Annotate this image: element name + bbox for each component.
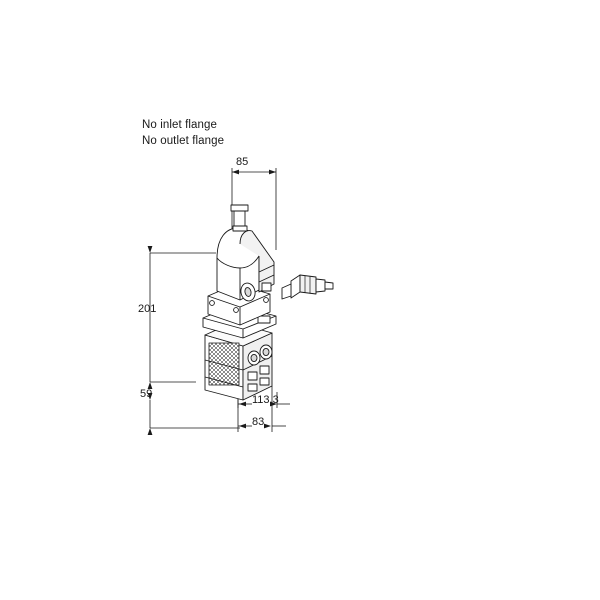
dimension-label-width-top: 85 [236,156,249,168]
dimension-label-width-base: 83 [252,416,265,428]
dimension-label-height-lower: 59 [140,388,153,400]
note-inlet-flange: No inlet flange [142,119,218,131]
dimension-label-height-total: 201 [138,303,157,315]
top-spindle [231,205,248,231]
dimension-label-depth: 113,3 [252,394,279,406]
note-outlet-flange: No outlet flange [142,135,225,147]
